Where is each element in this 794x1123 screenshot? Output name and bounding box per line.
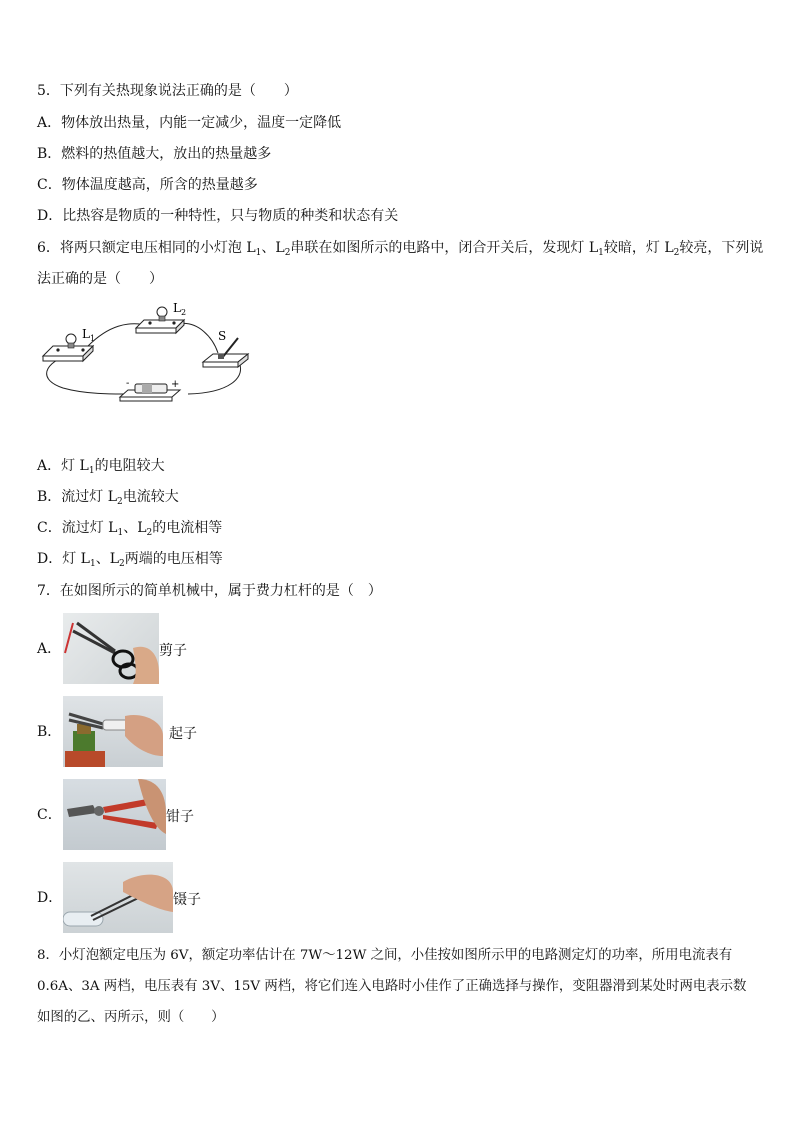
q5-option-d: D．比热容是物质的一种特性，只与物质的种类和状态有关: [37, 208, 399, 224]
q5-option-b: B．燃料的热值越大，放出的热量越多: [37, 146, 272, 162]
q6-option-d: D．灯 $L_1$、$L_2$两端的电压相等: [37, 551, 223, 569]
q6-option-c: C．流过灯 $L_1$、$L_2$的电流相等: [37, 520, 223, 538]
q6-stem-line1: 6．将两只额定电压相同的小灯泡 $L_1$、$L_2$串联在如图所示的电路中，闭合开关后，发现灯 $L_1$较暗，灯 $L_2$较亮，下列说: [37, 240, 764, 258]
lamp-l1-bulb-icon: [66, 334, 76, 344]
q7-stem: 7．在如图所示的简单机械中，属于费力杠杆的是（ ）: [37, 583, 382, 599]
lamp-l2-label: $L_2$: [173, 301, 187, 317]
tweezers-photo: [63, 862, 173, 933]
q7-option-d-label: 镊子: [173, 892, 201, 908]
lamp-l2-bulb-icon: [157, 307, 167, 317]
q7-option-b-label: 起子: [169, 726, 197, 742]
q6-stem-line2: 法正确的是（ ）: [37, 271, 163, 287]
q7-option-a-letter: A．: [37, 641, 62, 657]
q7-option-d-letter: D．: [37, 890, 63, 906]
bottle-opener-photo: [63, 696, 163, 767]
q6-option-b: B．流过灯 $L_2$电流较大: [37, 489, 179, 507]
q8-stem-line1: 8．小灯泡额定电压为 6V，额定功率估计在 7W～12W 之间，小佳按如图所示甲的电路测定灯的功率，所用电流表有: [37, 948, 733, 963]
switch-label: S: [218, 329, 227, 343]
q7-option-c-letter: C．: [37, 807, 62, 823]
battery-minus-label: -: [126, 378, 130, 389]
q7-option-b-letter: B．: [37, 724, 62, 740]
scissors-photo: [63, 613, 159, 684]
circuit-diagram: [38, 298, 253, 404]
q8-stem-line2: 0.6A、3A 两档，电压表有 3V、15V 两档，将它们连入电路时小佳作了正确选择与操作，变阻器滑到某处时两电表示数: [37, 979, 747, 994]
q8-stem-line3: 如图的乙、丙所示，则（ ）: [37, 1010, 225, 1025]
q6-option-a: A．灯 $L_1$的电阻较大: [37, 458, 165, 476]
q7-option-a-label: 剪子: [159, 643, 187, 659]
q7-option-c-label: 钳子: [166, 809, 194, 825]
lamp-l1-label: $L_1$: [82, 327, 96, 343]
circuit-wire: [178, 323, 218, 353]
q5-stem: 5．下列有关热现象说法正确的是（ ）: [37, 83, 298, 99]
q5-option-c: C．物体温度越高，所含的热量越多: [37, 177, 258, 193]
pliers-photo: [63, 779, 166, 850]
q5-option-a: A．物体放出热量，内能一定减少，温度一定降低: [37, 115, 342, 131]
battery-plus-label: +: [171, 379, 180, 390]
